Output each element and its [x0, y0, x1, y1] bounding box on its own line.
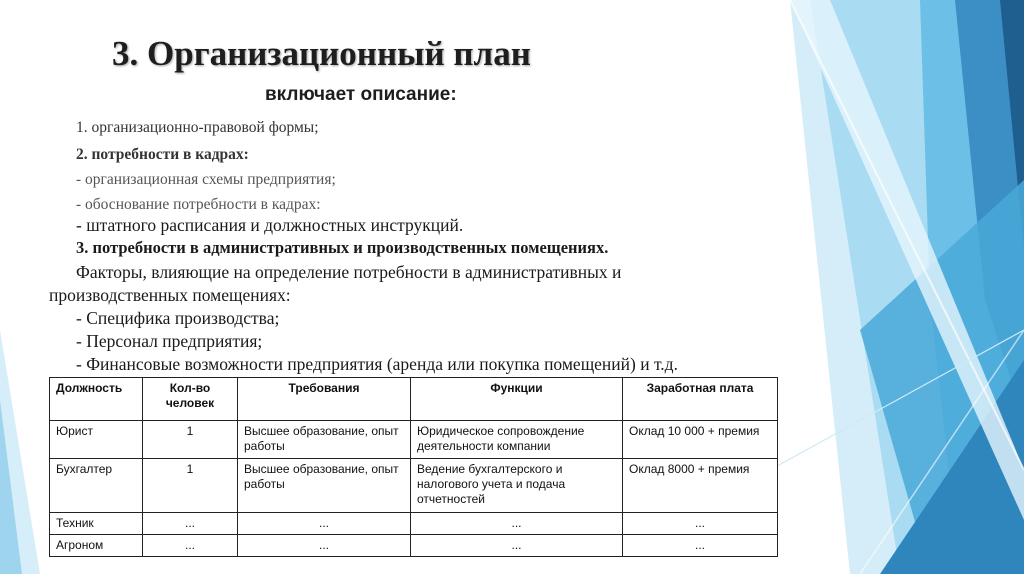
- cell-count: 1: [143, 459, 238, 513]
- cell-functions: Ведение бухгалтерского и налогового учета и подача отчетностей: [411, 459, 623, 513]
- cell-requirements: Высшее образование, опыт работы: [238, 459, 411, 513]
- item-staff-justification: - обоснование потребности в кадрах:: [76, 196, 321, 213]
- cell-requirements: ...: [238, 513, 411, 535]
- table-row: [50, 459, 778, 513]
- table-header-row: [50, 378, 778, 421]
- staff-table: [49, 377, 778, 557]
- table-row: [50, 421, 778, 459]
- item-legal-form: 1. организационно-правовой формы;: [76, 119, 319, 136]
- cell-salary: ...: [623, 535, 778, 557]
- cell-position: Техник: [50, 513, 143, 535]
- factors-line-2: производственных помещениях:: [49, 285, 291, 305]
- cell-position: Бухгалтер: [50, 459, 143, 513]
- cell-count: ...: [143, 535, 238, 557]
- slide-title: 3. Организационный план: [112, 34, 531, 73]
- cell-salary: Оклад 10 000 + премия: [623, 421, 778, 459]
- cell-salary: ...: [623, 513, 778, 535]
- factor-personnel: - Персонал предприятия;: [76, 331, 263, 351]
- slide-subtitle: включает описание:: [265, 84, 457, 105]
- table-row: [50, 535, 778, 557]
- cell-salary: Оклад 8000 + премия: [623, 459, 778, 513]
- cell-position: Юрист: [50, 421, 143, 459]
- item-org-scheme: - организационная схемы предприятия;: [76, 171, 336, 188]
- table-row: [50, 513, 778, 535]
- header-count: Кол-во человек: [143, 378, 238, 421]
- cell-requirements: ...: [238, 535, 411, 557]
- factor-production: - Специфика производства;: [76, 308, 280, 328]
- header-requirements: Требования: [238, 378, 411, 421]
- cell-functions: ...: [411, 535, 623, 557]
- cell-count: ...: [143, 513, 238, 535]
- item-staff-needs: 2. потребности в кадрах:: [76, 146, 249, 163]
- cell-requirements: Высшее образование, опыт работы: [238, 421, 411, 459]
- factor-finance: - Финансовые возможности предприятия (аренда или покупка помещений) и т.д.: [76, 354, 678, 374]
- header-salary: Заработная плата: [623, 378, 778, 421]
- cell-position: Агроном: [50, 535, 143, 557]
- item-staff-schedule: - штатного расписания и должностных инструкций.: [76, 215, 464, 235]
- cell-functions: ...: [411, 513, 623, 535]
- factors-line-1: Факторы, влияющие на определение потребности в административных и: [76, 262, 622, 282]
- header-functions: Функции: [411, 378, 623, 421]
- item-premises-needs: 3. потребности в административных и производственных помещениях.: [76, 238, 609, 257]
- cell-count: 1: [143, 421, 238, 459]
- cell-functions: Юридическое сопровождение деятельности компании: [411, 421, 623, 459]
- header-position: Должность: [50, 378, 143, 421]
